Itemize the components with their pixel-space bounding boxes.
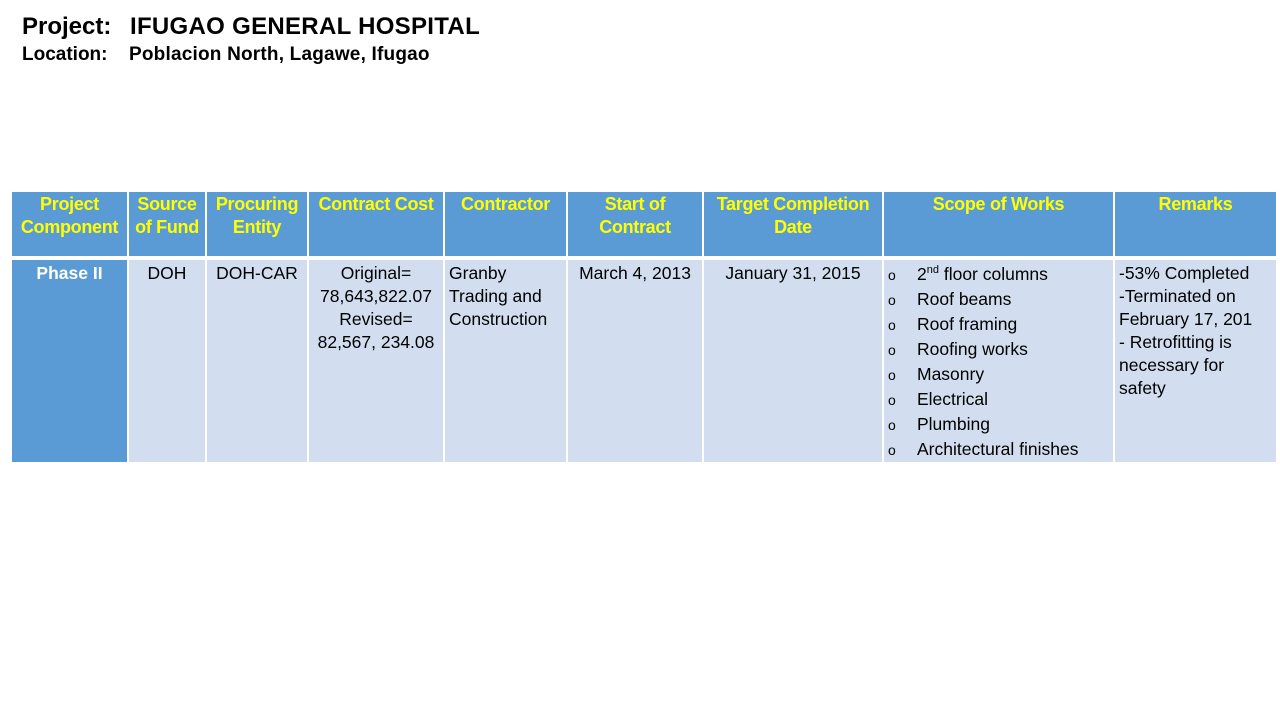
scope-item-text: Electrical bbox=[917, 389, 988, 409]
project-name: IFUGAO GENERAL HOSPITAL bbox=[130, 13, 481, 40]
scope-item-text: Roof framing bbox=[917, 314, 1018, 334]
scope-item-ordinal: nd bbox=[926, 264, 939, 277]
column-header-target-completion: Target Completion Date bbox=[703, 191, 883, 258]
cell-remarks bbox=[1114, 258, 1277, 463]
scope-of-works-list bbox=[888, 262, 1109, 462]
column-header-source-of-fund: Source of Fund bbox=[128, 191, 206, 258]
scope-item bbox=[888, 337, 1109, 362]
column-header-remarks: Remarks bbox=[1114, 191, 1277, 258]
column-header-project-component: Project Component bbox=[11, 191, 128, 258]
bullet-icon: o bbox=[888, 392, 896, 408]
project-label: Project: bbox=[22, 13, 112, 40]
bullet-icon: o bbox=[888, 292, 896, 308]
contract-cost-original-value: 78,643,822.07 bbox=[320, 286, 432, 306]
cell-source-of-fund: DOH bbox=[128, 258, 206, 463]
slide-header bbox=[22, 12, 480, 68]
table-header-row bbox=[11, 191, 1277, 258]
location-label: Location: bbox=[22, 44, 108, 65]
cell-contractor: Granby Trading and Construction bbox=[444, 258, 567, 463]
column-header-start-of-contract: Start of Contract bbox=[567, 191, 703, 258]
column-header-contract-cost: Contract Cost bbox=[308, 191, 444, 258]
location-value: Poblacion North, Lagawe, Ifugao bbox=[129, 44, 430, 65]
cell-contract-cost bbox=[308, 258, 444, 463]
bullet-icon: o bbox=[888, 342, 896, 358]
contract-cost-revised-label: Revised= bbox=[339, 309, 413, 329]
scope-item bbox=[888, 262, 1109, 287]
bullet-icon: o bbox=[888, 367, 896, 383]
contract-cost-original-label: Original= bbox=[340, 263, 412, 283]
scope-item-text: Roofing works bbox=[917, 339, 1028, 359]
scope-item-text: floor columns bbox=[938, 264, 1048, 284]
scope-item-text: Masonry bbox=[917, 364, 985, 384]
project-table bbox=[10, 190, 1278, 464]
bullet-icon: o bbox=[888, 442, 896, 458]
scope-item bbox=[888, 412, 1109, 437]
scope-item bbox=[888, 387, 1109, 412]
cell-project-component: Phase II bbox=[11, 258, 128, 463]
column-header-scope-of-works: Scope of Works bbox=[883, 191, 1114, 258]
scope-item bbox=[888, 287, 1109, 312]
bullet-icon: o bbox=[888, 417, 896, 433]
contract-cost-revised-value: 82,567, 234.08 bbox=[317, 332, 435, 352]
scope-item-number: 2 bbox=[917, 264, 927, 284]
column-header-contractor: Contractor bbox=[444, 191, 567, 258]
scope-item-text: Roof beams bbox=[917, 289, 1012, 309]
scope-item bbox=[888, 362, 1109, 387]
cell-scope-of-works bbox=[883, 258, 1114, 463]
scope-item-text: Architectural finishes bbox=[917, 439, 1079, 459]
scope-item bbox=[888, 312, 1109, 337]
bullet-icon: o bbox=[888, 317, 896, 333]
scope-item bbox=[888, 437, 1109, 462]
cell-target-completion: January 31, 2015 bbox=[703, 258, 883, 463]
remark-line: -Terminated on February 17, 201 bbox=[1119, 286, 1253, 329]
remark-line: -53% Completed bbox=[1119, 263, 1250, 283]
bullet-icon: o bbox=[888, 267, 896, 283]
cell-procuring-entity: DOH-CAR bbox=[206, 258, 308, 463]
column-header-procuring-entity: Procuring Entity bbox=[206, 191, 308, 258]
cell-start-of-contract: March 4, 2013 bbox=[567, 258, 703, 463]
table-row bbox=[11, 258, 1277, 463]
location-line bbox=[22, 42, 480, 68]
scope-item-text: Plumbing bbox=[917, 414, 990, 434]
remark-line: - Retrofitting is necessary for safety bbox=[1119, 332, 1232, 398]
project-line bbox=[22, 12, 480, 42]
